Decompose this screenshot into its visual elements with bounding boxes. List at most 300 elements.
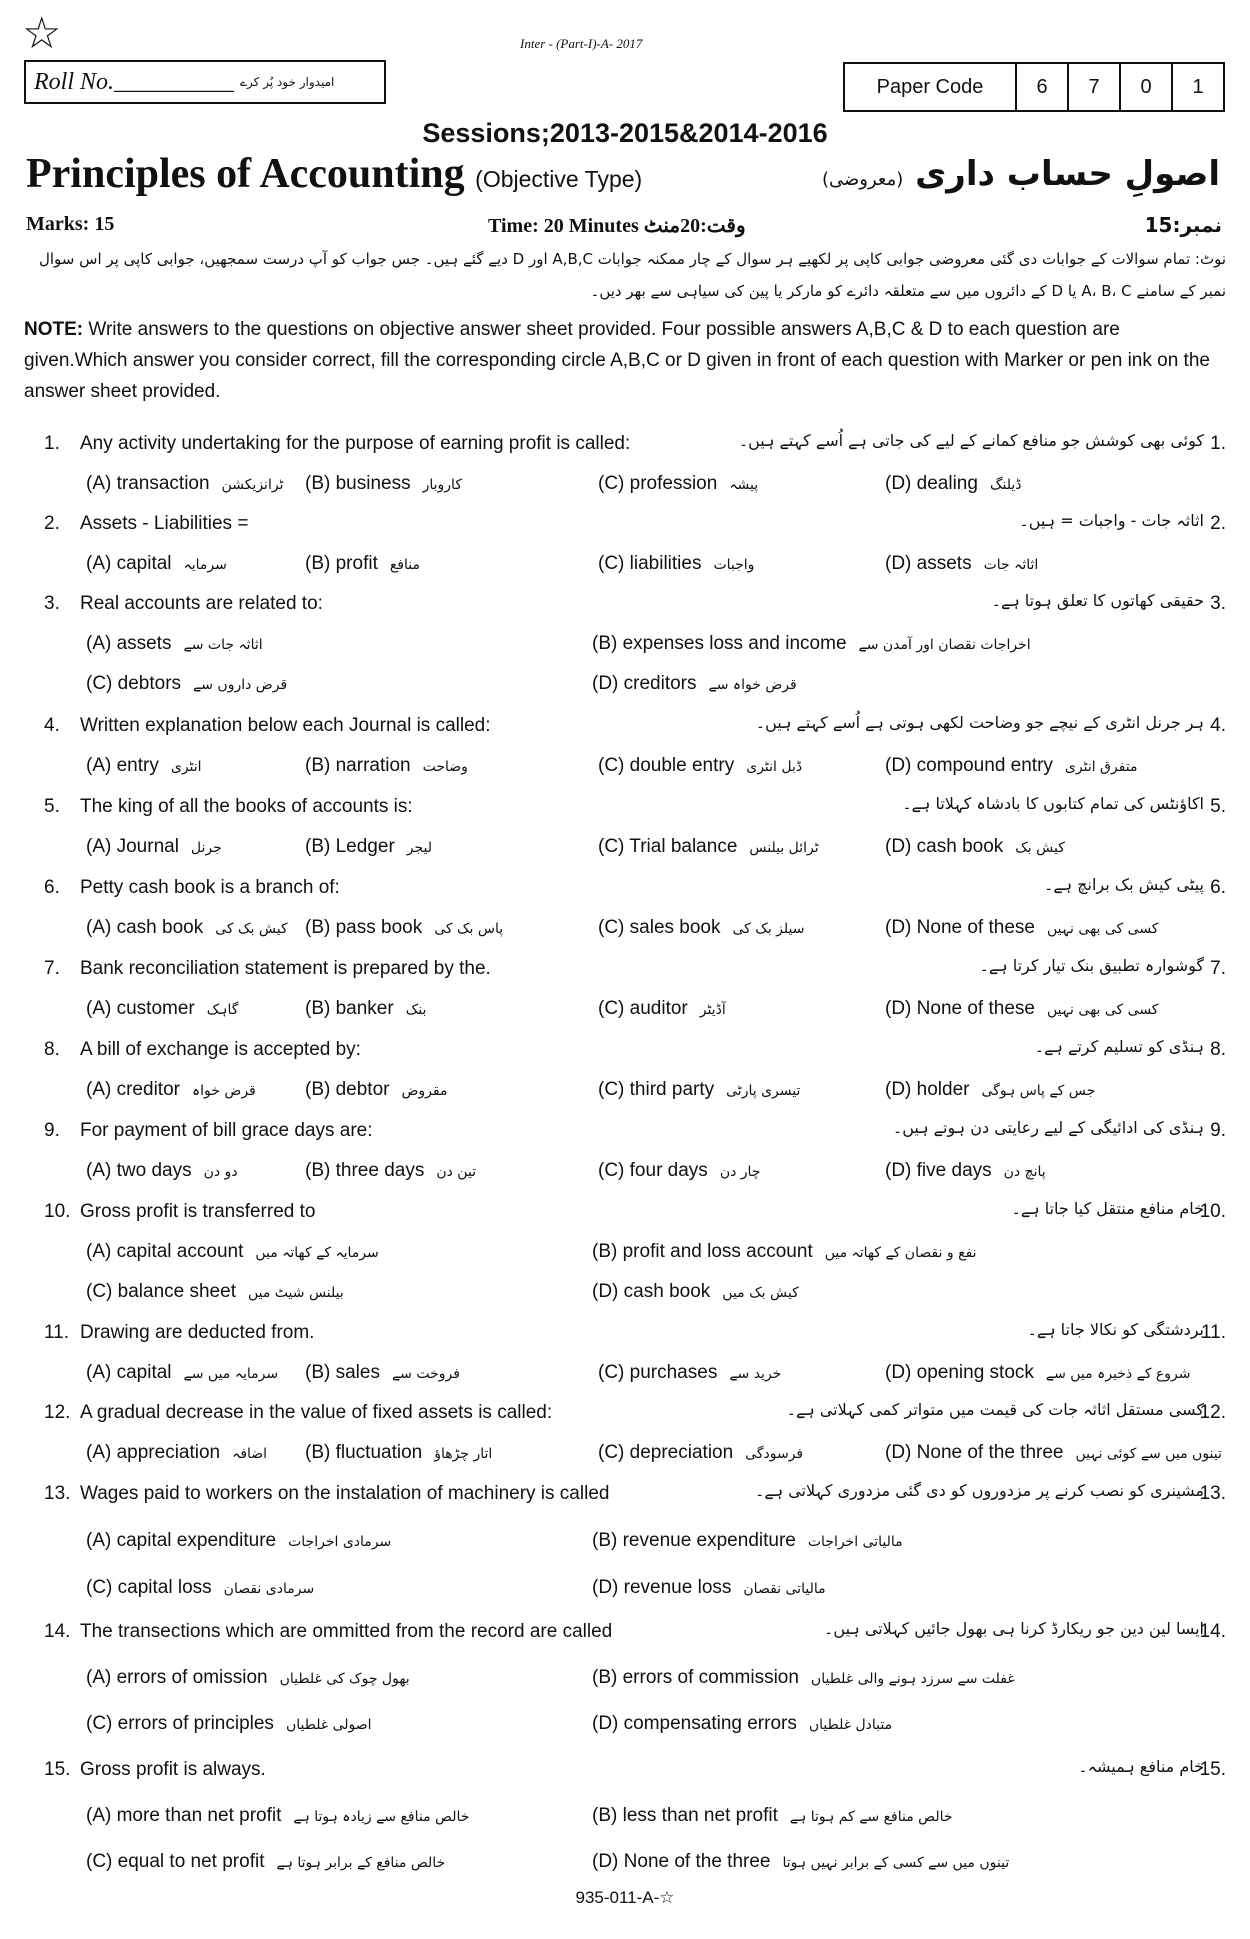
question-line [0, 505, 1250, 545]
option-c [598, 1160, 760, 1182]
option-a [86, 1667, 410, 1689]
option-a [86, 917, 288, 939]
question-text-urdu: مشینری کو نصب کرنے پر مزدوروں کو دی گئی مزدوری کہلاتی ہے۔ [755, 1481, 1204, 1500]
option-label-urdu: تین دن [436, 1164, 477, 1180]
option-label: (D) None of these [885, 998, 1035, 1019]
roll-label-urdu: امیدوار خود پُر کرے [240, 75, 335, 89]
page-title-urdu [822, 154, 1220, 194]
option-label-urdu: پیشہ [729, 477, 759, 493]
options-row [0, 545, 1250, 585]
option-label-urdu: غفلت سے سرزد ہونے والی غلطیاں [810, 1671, 1015, 1687]
option-label: (B) narration [305, 755, 411, 776]
question-line [0, 1613, 1250, 1659]
option-a [86, 1805, 469, 1827]
title-text: Principles of Accounting [26, 151, 465, 197]
option-b [592, 1667, 1015, 1689]
question-text-urdu: ہر جرنل انٹری کے نیچے جو وضاحت لکھی ہوتی ہے اُسے کہتے ہیں۔ [755, 713, 1204, 732]
options-row [0, 1522, 1250, 1569]
option-label-urdu: متفرق انٹری [1064, 759, 1138, 775]
question-number: 1. [44, 433, 60, 454]
option-label-urdu: ڈبل انٹری [746, 759, 803, 775]
paper-code-digit: 0 [1119, 64, 1171, 110]
question-number-urdu: 10. [1199, 1201, 1226, 1222]
question-4 [0, 707, 1250, 787]
option-label: (C) capital loss [86, 1577, 212, 1598]
option-label: (C) debtors [86, 673, 182, 694]
option-d [592, 1281, 799, 1303]
option-label-urdu: خالص منافع سے کم ہوتا ہے [789, 1809, 953, 1825]
option-d [885, 473, 1021, 495]
option-label: (D) holder [885, 1079, 970, 1100]
options-row [0, 1434, 1250, 1474]
question-12 [0, 1394, 1250, 1474]
exam-label: Inter - (Part-I)-A- 2017 [520, 36, 643, 51]
option-b [305, 1442, 492, 1464]
option-label: (B) three days [305, 1160, 425, 1181]
question-number: 7. [44, 958, 60, 979]
question-text-urdu: بردشتگی کو نکالا جاتا ہے۔ [1027, 1320, 1204, 1339]
question-line [0, 1314, 1250, 1354]
option-b [305, 1160, 476, 1182]
option-b [305, 473, 462, 495]
question-line [0, 1031, 1250, 1071]
note-label: NOTE: [24, 319, 84, 340]
option-label-urdu: تیسری پارٹی [726, 1083, 801, 1099]
option-label-urdu: بھول چوک کی غلطیاں [279, 1671, 410, 1687]
question-line [0, 425, 1250, 465]
option-label-urdu: پاس بک کی [434, 921, 504, 937]
option-label: (B) business [305, 473, 411, 494]
options-row [0, 1152, 1250, 1192]
option-label-urdu: خالص منافع سے زیادہ ہوتا ہے [293, 1809, 470, 1825]
option-d [885, 553, 1038, 575]
option-label: (A) customer [86, 998, 195, 1019]
roll-label: Roll No.__________ [34, 68, 235, 95]
option-label: (B) fluctuation [305, 1442, 423, 1463]
option-c [86, 1851, 445, 1873]
question-text: Any activity undertaking for the purpose of earning profit is called: [80, 433, 631, 454]
options-row [0, 1797, 1250, 1843]
option-b [305, 553, 420, 575]
question-number: 12. [44, 1402, 71, 1423]
option-label-urdu: کیش بک [1015, 840, 1065, 856]
question-number-urdu: 1. [1210, 433, 1226, 454]
option-label: (A) entry [86, 755, 159, 776]
option-label-urdu: سرمادی نقصان [223, 1581, 315, 1597]
option-b [305, 1362, 460, 1384]
question-text-urdu: ہنڈی کو تسلیم کرتے ہے۔ [1034, 1037, 1204, 1056]
question-text: Petty cash book is a branch of: [80, 877, 340, 898]
option-a [86, 1442, 267, 1464]
note-urdu: نوٹ: تمام سوالات کے جوابات دی گئی معروضی جوابی کاپی پر لکھیے ہر سوال کے چار ممکنہ جوابات A,B,C اور D دیے گئے ہیں۔ جس جواب کو آپ درست سمجھیں، جوابی کاپی پر اس سوال نمبر کے سامنے A، B، C یا D کے دائروں میں سے متعلقہ دائرے کو مارکر یا پین کی سیاہی سے بھر دیں۔ [38, 250, 1226, 300]
option-b [305, 836, 432, 858]
question-line [0, 1394, 1250, 1434]
option-label-urdu: اصولی غلطیاں [285, 1717, 372, 1733]
option-label: (A) capital [86, 1362, 172, 1383]
option-label: (C) sales book [598, 917, 721, 938]
question-number-urdu: 11. [1200, 1322, 1226, 1343]
question-line [0, 1193, 1250, 1233]
option-label: (D) creditors [592, 673, 697, 694]
question-text-urdu: ایسا لین دین جو ریکارڈ کرنا ہی بھول جائیں کہلاتی ہیں۔ [824, 1619, 1204, 1638]
option-label-urdu: دو دن [203, 1164, 238, 1180]
question-3 [0, 585, 1250, 705]
question-line [0, 1475, 1250, 1522]
option-label: (B) errors of commission [592, 1667, 799, 1688]
option-label-urdu: بیلنس شیٹ میں [247, 1285, 344, 1301]
option-label: (D) five days [885, 1160, 992, 1181]
option-label: (A) appreciation [86, 1442, 221, 1463]
options-row [0, 665, 1250, 705]
option-label-urdu: واجبات [713, 557, 755, 573]
option-label-urdu: لیجر [406, 840, 433, 856]
option-label: (B) debtor [305, 1079, 390, 1100]
note-english [24, 314, 1224, 407]
question-text: Gross profit is transferred to [80, 1201, 316, 1222]
option-label-urdu: اثاثہ جات سے [183, 637, 263, 653]
option-label: (A) creditor [86, 1079, 180, 1100]
option-label: (C) balance sheet [86, 1281, 236, 1302]
option-a [86, 473, 283, 495]
question-number-urdu: 8. [1210, 1039, 1226, 1060]
option-label: (C) four days [598, 1160, 708, 1181]
option-d [885, 1362, 1191, 1384]
title-urdu-text: اصولِ حساب داری [915, 154, 1220, 194]
option-label: (D) compound entry [885, 755, 1053, 776]
options-row [0, 1354, 1250, 1394]
option-a [86, 553, 227, 575]
option-label-urdu: اضافہ [232, 1446, 268, 1462]
question-number: 2. [44, 513, 60, 534]
option-label-urdu: کسی کی بھی نہیں [1046, 1002, 1159, 1018]
option-a [86, 836, 222, 858]
option-c [598, 755, 802, 777]
option-label: (A) Journal [86, 836, 179, 857]
option-b [592, 1241, 977, 1263]
options-row [0, 1843, 1250, 1889]
option-label-urdu: پانچ دن [1003, 1164, 1046, 1180]
option-label: (C) equal to net profit [86, 1851, 265, 1872]
option-label-urdu: قرض خواہ سے [708, 677, 797, 693]
option-label: (C) profession [598, 473, 718, 494]
question-line [0, 950, 1250, 990]
question-line [0, 1112, 1250, 1152]
question-number-urdu: 6. [1210, 877, 1226, 898]
option-label: (A) capital expenditure [86, 1530, 277, 1551]
question-number: 5. [44, 796, 60, 817]
question-text: Written explanation below each Journal is called: [80, 715, 491, 736]
option-d [885, 917, 1158, 939]
option-label-urdu: سرمایہ میں سے [183, 1366, 279, 1382]
question-text: Real accounts are related to: [80, 593, 323, 614]
option-a [86, 1079, 256, 1101]
option-b [305, 998, 426, 1020]
option-label-urdu: گاہک [206, 1002, 239, 1018]
question-number-urdu: 7. [1210, 958, 1226, 979]
option-label-urdu: مالیاتی اخراجات [807, 1534, 903, 1550]
option-label: (B) less than net profit [592, 1805, 778, 1826]
options-row [0, 1071, 1250, 1111]
question-text-urdu: خام منافع ہمیشہ۔ [1078, 1757, 1204, 1776]
question-text: Assets - Liabilities = [80, 513, 249, 534]
question-number: 14. [44, 1621, 71, 1642]
paper-code-box [843, 62, 1225, 112]
question-number-urdu: 12. [1199, 1402, 1226, 1423]
question-number: 15. [44, 1759, 71, 1780]
paper-code-label: Paper Code [876, 75, 984, 98]
option-label: (C) liabilities [598, 553, 702, 574]
question-8 [0, 1031, 1250, 1111]
option-label: (C) auditor [598, 998, 688, 1019]
options-row [0, 747, 1250, 787]
question-text: A bill of exchange is accepted by: [80, 1039, 361, 1060]
option-b [592, 1805, 953, 1827]
option-label: (D) cash book [592, 1281, 711, 1302]
option-label: (D) assets [885, 553, 972, 574]
title-type: (Objective Type) [475, 166, 643, 192]
question-text-urdu: کسی مستقل اثاثہ جات کی قیمت میں متواتر کمی کہلاتی ہے۔ [786, 1400, 1204, 1419]
options-row [0, 465, 1250, 505]
option-label: (C) purchases [598, 1362, 718, 1383]
question-number: 8. [44, 1039, 60, 1060]
option-label: (D) opening stock [885, 1362, 1034, 1383]
option-c [86, 1577, 314, 1599]
options-row [0, 1233, 1250, 1273]
roll-number-box [24, 60, 386, 104]
option-d [885, 1160, 1046, 1182]
question-2 [0, 505, 1250, 585]
option-label: (B) expenses loss and income [592, 633, 847, 654]
question-9 [0, 1112, 1250, 1192]
question-text: Gross profit is always. [80, 1759, 266, 1780]
question-14 [0, 1613, 1250, 1751]
question-13 [0, 1475, 1250, 1616]
question-15 [0, 1751, 1250, 1889]
option-label-urdu: سرمایہ کے کھاتہ میں [255, 1245, 379, 1261]
option-label-urdu: سیلز بک کی [732, 921, 805, 937]
option-label-urdu: مالیاتی نقصان [743, 1581, 826, 1597]
option-label: (A) assets [86, 633, 172, 654]
option-label: (C) double entry [598, 755, 735, 776]
option-c [598, 917, 804, 939]
question-number-urdu: 9. [1210, 1120, 1226, 1141]
question-line [0, 585, 1250, 625]
option-label-urdu: کسی کی بھی نہیں [1046, 921, 1159, 937]
option-label: (D) dealing [885, 473, 978, 494]
option-c [598, 998, 726, 1020]
option-label-urdu: اخراجات نقصان اور آمدن سے [858, 637, 1031, 653]
question-text-urdu: پیٹی کیش بک برانچ ہے۔ [1043, 875, 1204, 894]
option-c [598, 473, 758, 495]
question-number-urdu: 2. [1210, 513, 1226, 534]
option-label: (C) errors of principles [86, 1713, 274, 1734]
option-label: (B) sales [305, 1362, 380, 1383]
option-label: (C) third party [598, 1079, 715, 1100]
question-number-urdu: 5. [1210, 796, 1226, 817]
option-a [86, 1362, 278, 1384]
question-7 [0, 950, 1250, 1030]
paper-code-digit: 1 [1171, 64, 1223, 110]
option-label-urdu: قرض خواہ [191, 1083, 256, 1099]
option-label-urdu: ٹرانزیکشن [221, 477, 284, 493]
options-row [0, 828, 1250, 868]
option-d [592, 673, 797, 695]
note-text: Write answers to the questions on objective answer sheet provided. Four possible answers A,B,C & D to each question are given.Which answer you consider correct, fill the corresponding circle A,B,C or D given in front of each question with Marker or pen ink on the answer sheet provided. [24, 319, 1210, 402]
question-number: 6. [44, 877, 60, 898]
question-number-urdu: 4. [1210, 715, 1226, 736]
option-label: (B) profit and loss account [592, 1241, 813, 1262]
option-label: (D) revenue loss [592, 1577, 732, 1598]
option-label: (A) more than net profit [86, 1805, 282, 1826]
question-number-urdu: 14. [1199, 1621, 1226, 1642]
question-1 [0, 425, 1250, 505]
option-d [885, 836, 1065, 858]
option-label-urdu: متبادل غلطیاں [808, 1717, 893, 1733]
question-number: 11. [44, 1322, 70, 1343]
option-label: (D) cash book [885, 836, 1004, 857]
option-label: (D) None of the three [592, 1851, 771, 1872]
options-row [0, 1273, 1250, 1313]
option-d [885, 755, 1137, 777]
option-a [86, 633, 263, 655]
option-label-urdu: بنک [405, 1002, 427, 1018]
option-label-urdu: شروع کے ذخیرہ میں سے [1045, 1366, 1191, 1382]
question-line [0, 707, 1250, 747]
option-label-urdu: جرنل [190, 840, 222, 856]
question-number-urdu: 13. [1199, 1483, 1226, 1504]
option-label-urdu: اتار چڑھاؤ [434, 1446, 493, 1462]
options-row [0, 990, 1250, 1030]
question-line [0, 788, 1250, 828]
option-a [86, 755, 202, 777]
option-label: (B) profit [305, 553, 378, 574]
option-label-urdu: خالص منافع کے برابر ہوتا ہے [276, 1855, 446, 1871]
option-label-urdu: نفع و نقصان کے کھاتہ میں [824, 1245, 977, 1261]
question-number: 3. [44, 593, 60, 614]
question-text-urdu: خام منافع منتقل کیا جاتا ہے۔ [1011, 1199, 1204, 1218]
sessions: Sessions;2013-2015&2014-2016 [422, 118, 828, 148]
question-text-urdu: حقیقی کھاتوں کا تعلق ہوتا ہے۔ [991, 591, 1204, 610]
options-row [0, 1569, 1250, 1616]
option-b [592, 633, 1031, 655]
option-label: (C) depreciation [598, 1442, 734, 1463]
option-c [598, 1442, 803, 1464]
title-urdu-type: (معروضی) [822, 169, 904, 190]
option-label: (A) cash book [86, 917, 204, 938]
option-label-urdu: سرمایہ [183, 557, 227, 573]
star-icon: ☆ [22, 9, 62, 58]
option-label-urdu: تینوں میں سے کسی کے برابر نہیں ہوتا [782, 1855, 1010, 1871]
question-11 [0, 1314, 1250, 1394]
option-label: (A) two days [86, 1160, 192, 1181]
option-d [885, 998, 1158, 1020]
option-label-urdu: فرسودگی [745, 1446, 804, 1462]
option-b [305, 1079, 447, 1101]
question-line [0, 1751, 1250, 1797]
question-10 [0, 1193, 1250, 1313]
option-label-urdu: آڈیٹر [699, 1002, 726, 1018]
option-a [86, 1530, 391, 1552]
option-d [592, 1577, 826, 1599]
option-label-urdu: خرید سے [729, 1366, 782, 1382]
option-label-urdu: جس کے پاس ہوگی [981, 1083, 1096, 1099]
options-row [0, 909, 1250, 949]
page-title [26, 150, 642, 198]
option-label-urdu: ٹرائل بیلنس [749, 840, 819, 856]
question-text: A gradual decrease in the value of fixed assets is called: [80, 1402, 553, 1423]
question-text: The king of all the books of accounts is: [80, 796, 413, 817]
paper-code-digit: 7 [1067, 64, 1119, 110]
question-text-urdu: گوشوارہ تطبیق بنک تیار کرتا ہے۔ [979, 956, 1204, 975]
option-label: (D) None of the three [885, 1442, 1064, 1463]
option-b [592, 1530, 903, 1552]
option-c [86, 1281, 344, 1303]
option-c [598, 553, 754, 575]
option-c [598, 1362, 781, 1384]
option-label-urdu: کاروبار [422, 477, 462, 493]
option-label: (B) pass book [305, 917, 423, 938]
option-label: (D) compensating errors [592, 1713, 797, 1734]
question-6 [0, 869, 1250, 949]
question-number: 13. [44, 1483, 71, 1504]
paper-code-digit: 6 [1015, 64, 1067, 110]
options-row [0, 1659, 1250, 1705]
question-number: 9. [44, 1120, 60, 1141]
footer-code: 935-011-A-☆ [575, 1888, 675, 1907]
option-d [885, 1442, 1222, 1464]
options-row [0, 625, 1250, 665]
question-text: Drawing are deducted from. [80, 1322, 315, 1343]
option-a [86, 1241, 379, 1263]
question-text: Wages paid to workers on the instalation of machinery is called [80, 1483, 610, 1504]
option-label: (B) banker [305, 998, 394, 1019]
option-label-urdu: انٹری [170, 759, 202, 775]
option-c [86, 673, 287, 695]
option-label: (A) errors of omission [86, 1667, 268, 1688]
question-text: For payment of bill grace days are: [80, 1120, 373, 1141]
marks-urdu: نمبر:15 [1144, 213, 1222, 237]
option-b [305, 755, 468, 777]
option-label-urdu: ڈیلنگ [989, 477, 1022, 493]
option-d [592, 1851, 1009, 1873]
question-number-urdu: 3. [1210, 593, 1226, 614]
option-label-urdu: کیش بک میں [722, 1285, 799, 1301]
option-c [86, 1713, 372, 1735]
question-text-urdu: ہنڈی کی ادائیگی کے لیے رعایتی دن ہوتے ہیں۔ [892, 1118, 1204, 1137]
question-text: Bank reconciliation statement is prepared by the. [80, 958, 491, 979]
option-label-urdu: سرمادی اخراجات [288, 1534, 392, 1550]
question-text-urdu: کوئی بھی کوشش جو منافع کمانے کے لیے کی جاتی ہے اُسے کہتے ہیں۔ [738, 431, 1204, 450]
option-label-urdu: چار دن [719, 1164, 761, 1180]
option-label: (C) Trial balance [598, 836, 738, 857]
option-label-urdu: قرض داروں سے [193, 677, 288, 693]
question-number: 10. [44, 1201, 71, 1222]
question-number: 4. [44, 715, 60, 736]
option-b [305, 917, 503, 939]
option-c [598, 1079, 800, 1101]
option-label-urdu: تینوں میں سے کوئی نہیں [1075, 1446, 1222, 1462]
option-label-urdu: مقروض [401, 1083, 448, 1099]
time: Time: 20 Minutes وقت:20منٹ [488, 215, 746, 237]
option-a [86, 1160, 238, 1182]
marks: Marks: 15 [26, 213, 115, 235]
option-label-urdu: فروخت سے [391, 1366, 460, 1382]
question-text-urdu: اثاثہ جات - واجبات = ہیں۔ [1019, 511, 1204, 530]
question-line [0, 869, 1250, 909]
option-d [592, 1713, 892, 1735]
option-label-urdu: کیش بک کی [215, 921, 288, 937]
option-label-urdu: وضاحت [422, 759, 468, 775]
